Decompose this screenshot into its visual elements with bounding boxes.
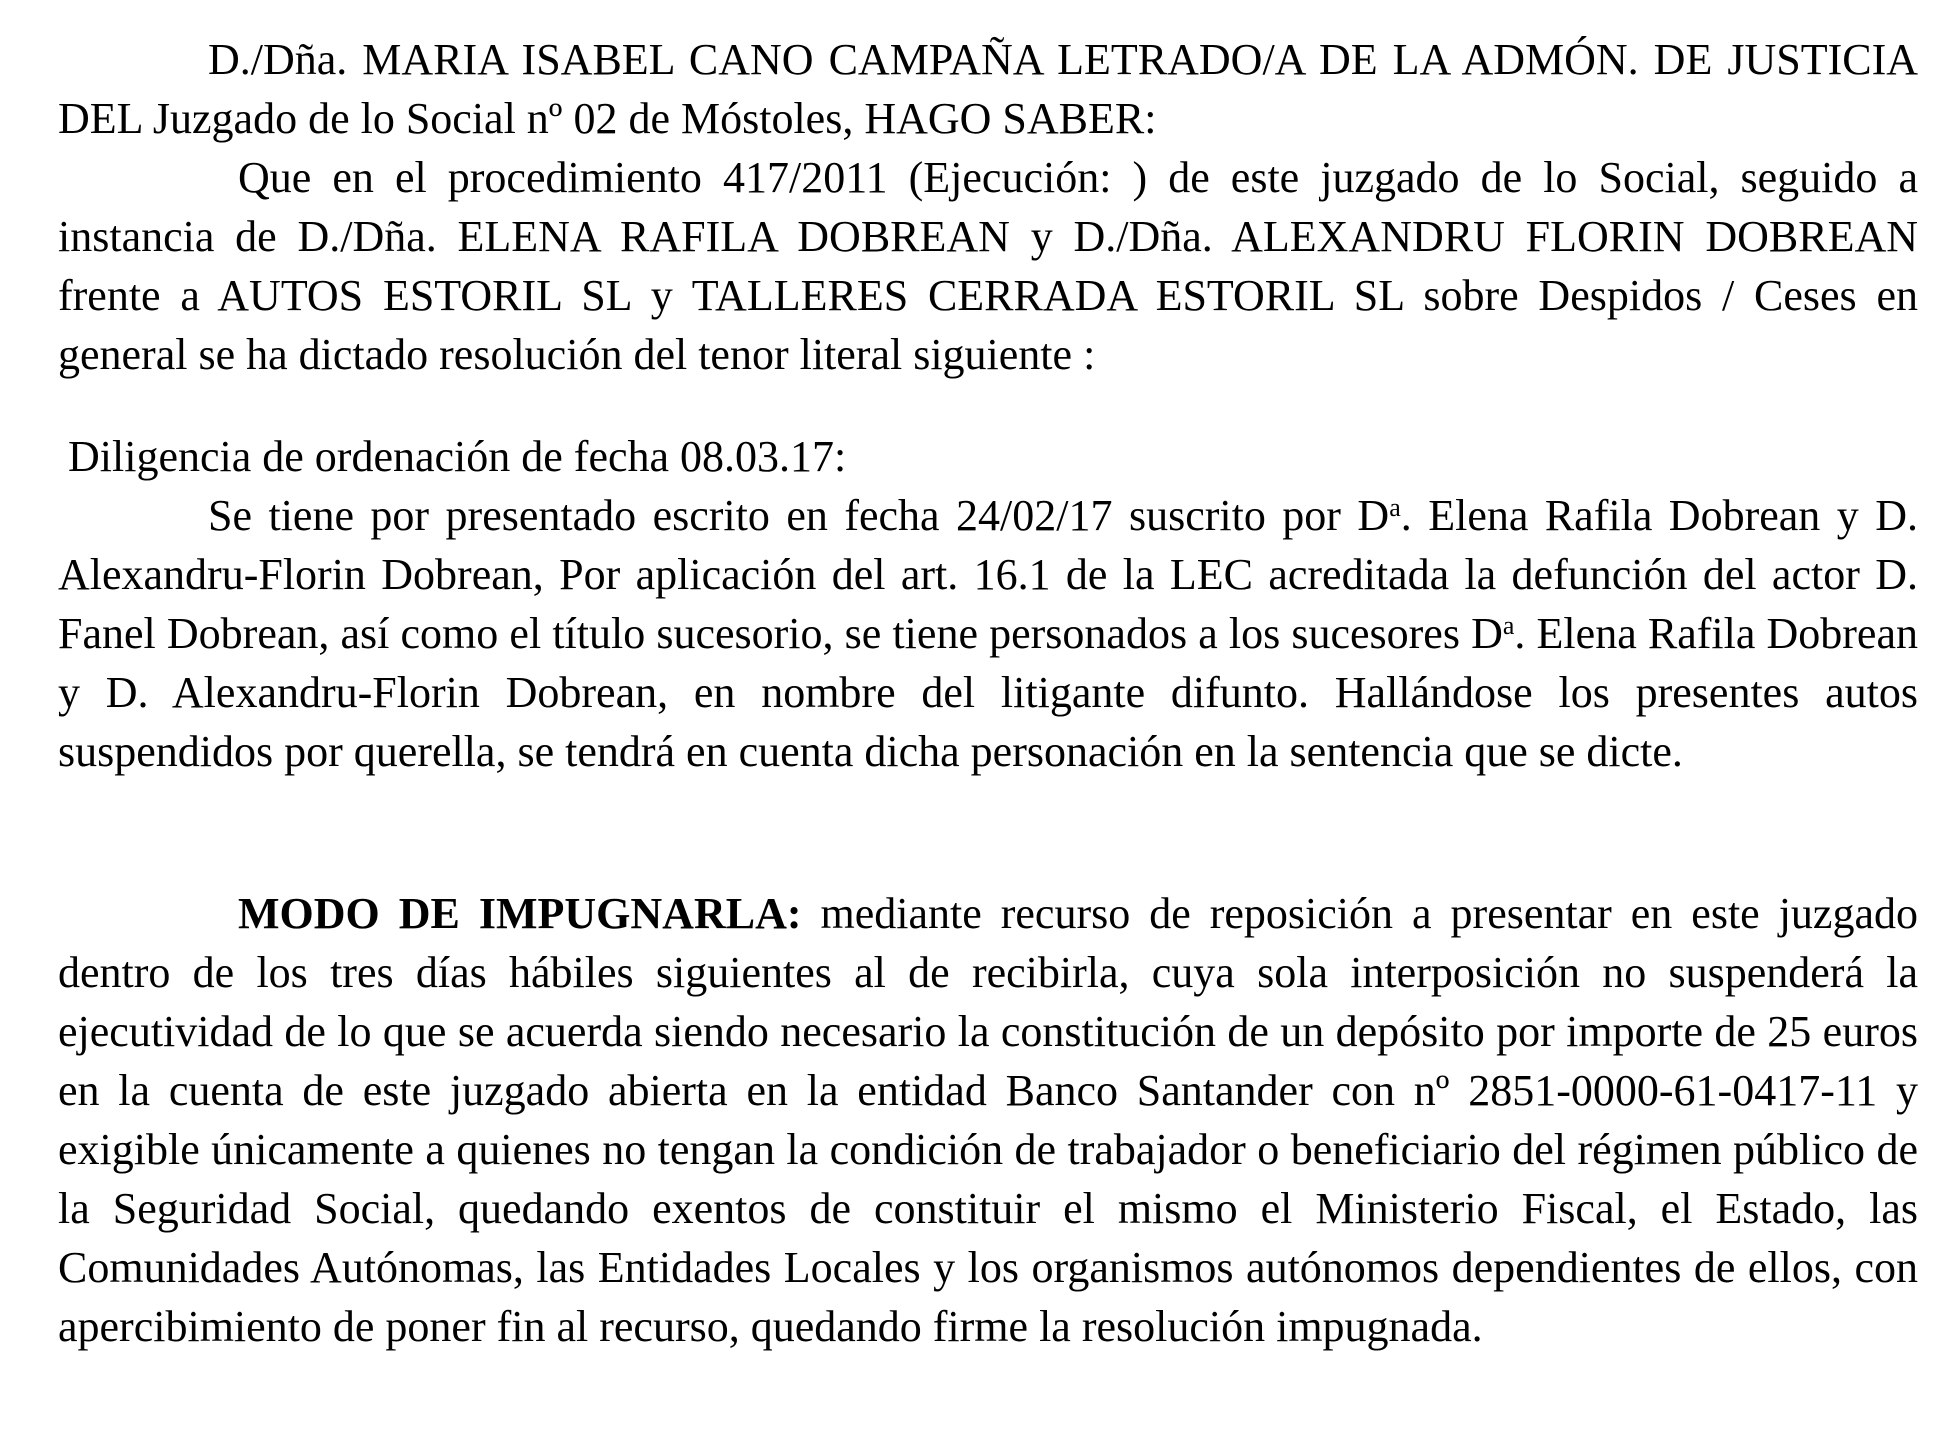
resolution-text-part-2: . Elena Rafila Dobrean y D. Alexandru-Florin Dobrean, Por aplicación del art. 16.1 de la LEC acreditada la defunción del actor D. Fanel Dobrean, así como el título sucesorio, se tiene personados a los sucesores D	[58, 491, 1918, 658]
resolution-text-part-3: . Elena Rafila Dobrean y D. Alexandru-Florin Dobrean, en nombre del litigante difunto. Hallándose los presentes autos suspendidos por querella, se tendrá en cuenta dicha personación en la sentencia que se dicte.	[58, 609, 1918, 776]
procedure-paragraph: Que en el procedimiento 417/2011 (Ejecución: ) de este juzgado de lo Social, seguido a instancia de D./Dña. ELENA RAFILA DOBREAN y D./Dña. ALEXANDRU FLORIN DOBREAN frente a AUTOS ESTORIL SL y TALLERES CERRADA ESTORIL SL sobre Despidos / Ceses en general se ha dictado resolución del tenor literal siguiente :	[58, 153, 1918, 379]
diligence-date-line: Diligencia de ordenación de fecha 08.03.17:	[68, 432, 847, 481]
ordinal-indicator: a	[1389, 493, 1401, 522]
notice-header-paragraph: D./Dña. MARIA ISABEL CANO CAMPAÑA LETRADO/A DE LA ADMÓN. DE JUSTICIA DEL Juzgado de lo Social nº 02 de Móstoles, HAGO SABER:	[58, 35, 1918, 143]
resolution-text-part-1: Se tiene por presentado escrito en fecha 24/02/17 suscrito por D	[208, 491, 1390, 540]
appeal-text: mediante recurso de reposición a presentar en este juzgado dentro de los tres días hábiles siguientes al de recibirla, cuya sola interposición no suspenderá la ejecutividad de lo que se acuerda siendo necesario la constitución de un depósito por importe de 25 euros en la cuenta de este juzgado abierta en la entidad Banco Santander con nº 2851-0000-61-0417-11 y exigible únicamente a quienes no tengan la condición de trabajador o beneficiario del régimen público de la Seguridad Social, quedando exentos de constituir el mismo el Ministerio Fiscal, el Estado, las Comunidades Autónomas, las Entidades Locales y los organismos autónomos dependientes de ellos, con apercibimiento de poner fin al recurso, quedando firme la resolución impugnada.	[58, 889, 1918, 1351]
appeal-instructions-paragraph	[58, 884, 1918, 1356]
appeal-heading: MODO DE IMPUGNARLA:	[238, 889, 802, 938]
ordinal-indicator: a	[1502, 611, 1515, 640]
resolution-body-paragraph	[58, 486, 1918, 781]
